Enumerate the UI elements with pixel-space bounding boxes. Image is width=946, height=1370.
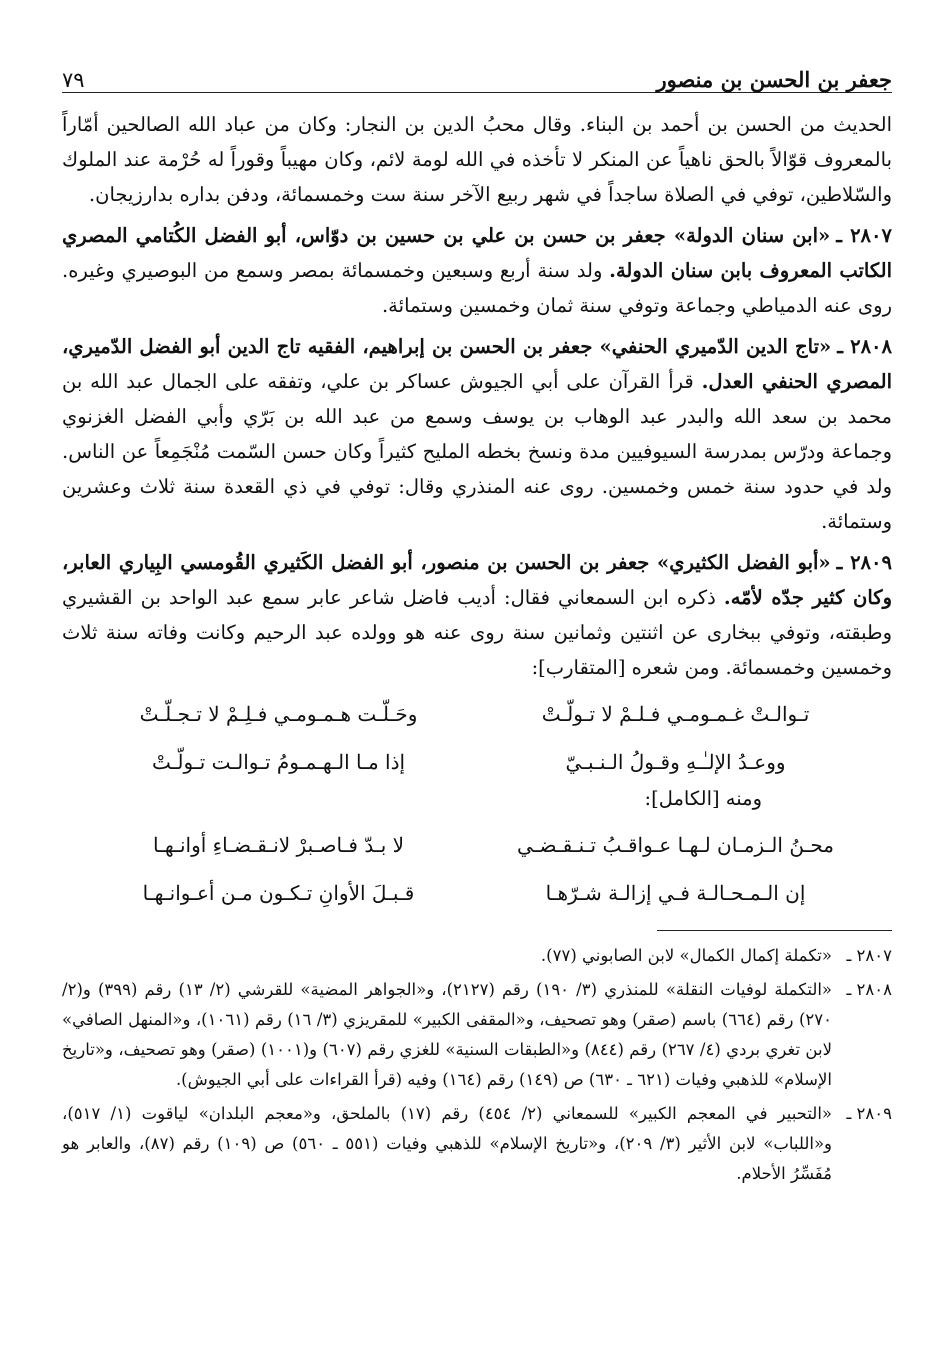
book-page [62,48,892,1193]
poem-kamil [62,826,892,912]
intro-paragraph: الحديث من الحسن بن أحمد بن البناء. وقال محبُ الدين بن النجار: وكان من عباد الله الصالحين أمّاراً بالمعروف قوّالاً بالحق ناهياً عن المنكر لا تأخذه في الله لومة لائم، وكان مهيباً وقوراً له حُرْمة عند الملوك والسّلاطين، توفي في الصلاة ساجداً في شهر ربيع الآخر سنة ست وخمسمائة، ودفن بداره بدارزيجان. [62,113,892,206]
entry-number: ٢٨٠٨ ـ [837,335,892,358]
verse-second-hemistich: وحَـلّـت هـمـومـي فـلِـمْ لا تـجـلّـتْ [139,702,418,726]
entry-heading: «تاج الدين الدّميري الحنفي» جعفر بن الحسن بن إبراهيم، الفقيه تاج الدين أبو الفضل الدّميري، المصري الحنفي العدل. [62,335,893,393]
entry-number: ٢٨٠٧ ـ [836,224,892,247]
footnote-number: ٢٨٠٧ ـ [846,946,892,965]
entry-heading: «أبو الفضل الكثيري» جعفر بن الحسن بن منصور، أبو الفضل الكَثيري القُومسي البِياري العابر، وكان كثير جدّه لأمّه. [62,551,892,609]
verse-second-hemistich: إذا مـا الـهـمـومُ تـوالـت تـولّـتْ [151,750,406,774]
footnote-number: ٢٨٠٨ ـ [846,980,892,999]
poem-mutaqarib [62,695,892,781]
entry-body: ذكره ابن السمعاني فقال: أديب فاضل شاعر عابر سمع عبد الواحد بن القشيري وطبقته، وتوفي ببخارى عن اثنتين وثمانين سنة روى عنه هو وولده عبد الرحيم وكانت وفاته سنة ثلاث وخمسين وخمسمائة. ومن شعره [المتقارب]: [62,586,892,679]
footnote-text: «تكملة إكمال الكمال» لابن الصابوني (٧٧). [540,946,832,965]
footnote-2809 [62,1099,892,1189]
footnote-number: ٢٨٠٩ ـ [846,1104,892,1123]
verse-first-hemistich: محـنُ الـزمـان لـهـا عـواقـبُ تـنـقـضـي [516,833,835,857]
page-number: ٧٩ [62,68,85,92]
verse-line [80,826,874,864]
entry-number: ٢٨٠٩ ـ [836,551,892,574]
entry-2809 [62,545,892,685]
entry-heading: «ابن سنان الدولة» جعفر بن حسن بن علي بن حسين بن دوّاس، أبو الفضل الكُتامي المصري الكاتب المعروف بابن سنان الدولة. [62,224,892,282]
entry-body: قرأ القرآن على أبي الجيوش عساكر بن علي، وتفقه على الجمال عبد الله بن محمد بن سعد الله والبدر عبد الوهاب بن يوسف وسمع من عبد الله بن بَرّي وأبي الفضل الغزنوي وجماعة ودرّس بمدرسة السيوفيين مدة ونسخ بخطه المليح كثيراً وكان حسن السّمت مُنْجَمِعاً عن الناس. ولد في حدود سنة خمس وخمسين. روى عنه المنذري وقال: توفي في ذي القعدة سنة ثلاث وعشرين وستمائة. [62,370,892,533]
entry-2808 [62,329,892,539]
poem2-intro: ومنه [الكامل]: [644,787,762,810]
verse-first-hemistich: إن الـمـحـالـة فـي إزالـة شـرّهـا [545,881,806,905]
footnote-text: «التكملة لوفيات النقلة» للمنذري (٣/ ١٩٠) رقم (٢١٢٧)، و«الجواهر المضية» للقرشي (٢/ ١٣) رقم (٣٩٩) و(٢/ ٢٧٠) رقم (٦٦٤) باسم (صقر) وهو تصحيف، و«المقفى الكبير» للمقريزي (٣/ ١٦) رقم (١٠٦١)، و«المنهل الصافي» لابن تغري بردي (٤/ ٢٦٧) رقم (٨٤٤) و«الطبقات السنية» للغزي رقم (٦٠٧) و(١٠٠١) (صقر) وهو تصحيف، و«تاريخ الإسلام» للذهبي وفيات (٦٢١ ـ ٦٣٠) ص (١٤٩) رقم (١٦٤) وفيه (قرأ القراءات على أبي الجيوش). [62,980,833,1089]
verse-second-hemistich: لا بـدّ فـاصـبرْ لانـقـضـاءِ أوانـهـا [152,833,405,857]
running-header [62,48,892,93]
verse-second-hemistich: قـبـلَ الأوانِ تـكـون مـن أعـوانـهـا [142,881,415,905]
footnotes [62,941,892,1189]
footnote-2808 [62,975,892,1095]
entry-2807 [62,218,892,323]
verse-line [80,695,874,733]
main-text [62,107,892,912]
footnote-text: «التحبير في المعجم الكبير» للسمعاني (٢/ ٤٥٤) رقم (١٧) بالملحق، و«معجم البلدان» لياقوت (١/ ٥١٧)، و«اللباب» لابن الأثير (٣/ ٢٠٩)، و«تاريخ الإسلام» للذهبي وفيات (٥٥١ ـ ٥٦٠) ص (١٠٩) رقم (٨٧)، والعابر هو مُفَسِّرُ الأحلام. [62,1104,833,1183]
running-title: جعفر بن الحسن بن منصور [656,67,892,92]
verse-line [80,874,874,912]
entry-body: ولد سنة أربع وسبعين وخمسمائة بمصر وسمع من البوصيري وغيره. روى عنه الدمياطي وجماعة وتوفي سنة ثمان وخمسين وستمائة. [62,259,892,317]
verse-line [80,743,874,781]
verse-first-hemistich: ووعـدُ الإلـٰـهِ وقـولُ الـنـبـيّ [565,750,786,774]
verse-first-hemistich: تـوالـتْ غـمـومـي فـلـمْ لا تـولّـتْ [541,702,810,726]
footnote-separator [657,930,892,931]
footnote-2807 [62,941,892,971]
